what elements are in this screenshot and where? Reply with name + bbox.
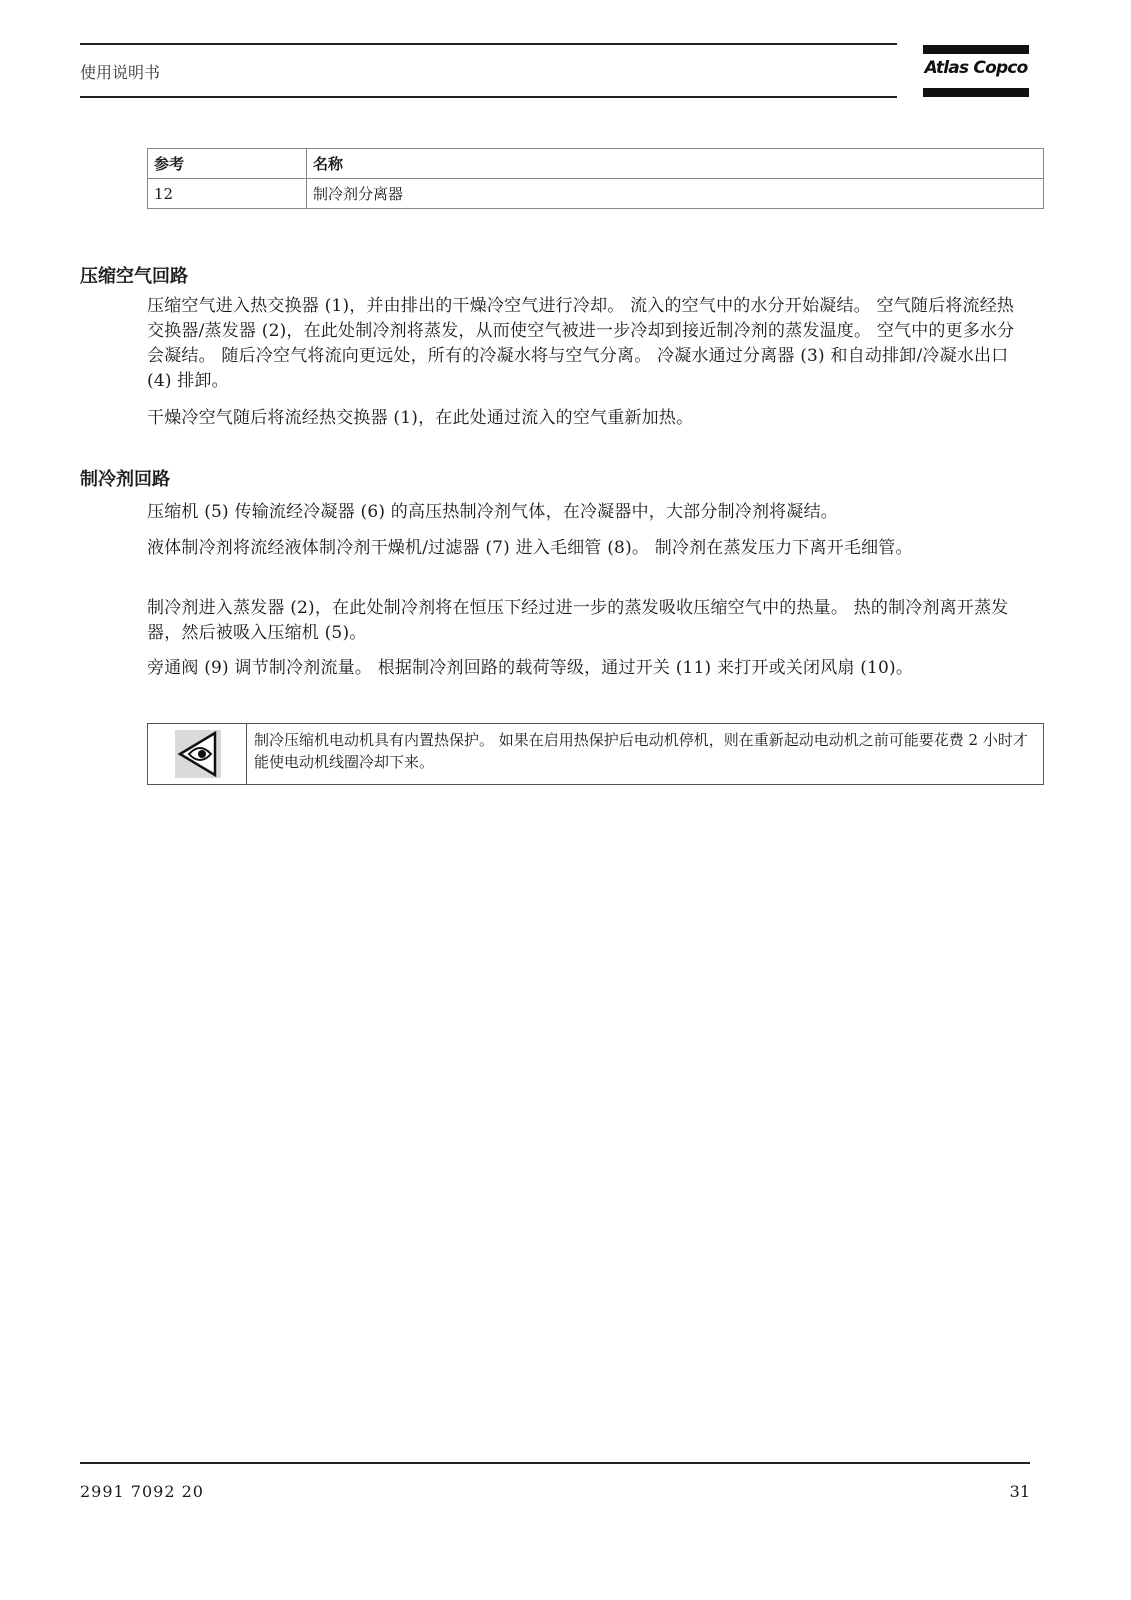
section-heading-compressed-air: 压缩空气回路 [80,266,188,287]
note-text: 制冷压缩机电动机具有内置热保护。 如果在启用热保护后电动机停机，则在重新起动电动机之前可能要花费 2 小时才能使电动机线圈冷却下来。 [254,731,1028,771]
reference-table [147,148,1044,209]
header-rule-bottom [80,96,897,98]
page-number: 31 [1009,1482,1030,1501]
paragraph: 压缩空气进入热交换器 (1)，并由排出的干燥冷空气进行冷却。 流入的空气中的水分开始凝结。 空气随后将流经热交换器/蒸发器 (2)，在此处制冷剂将蒸发，从而使空气被进一步冷却到接近制冷剂的蒸发温度。 空气中的更多水分会凝结。 随后冷空气将流向更远处，所有的冷凝水将与空气分离。 冷凝水通过分离器 (3) 和自动排卸/冷凝水出口 (4) 排卸。 [147,296,1015,391]
cell-name: 制冷剂分离器 [307,179,1044,209]
logo-bar-top [923,45,1029,54]
column-header-ref: 参考 [148,149,307,179]
note-icon-cell [148,724,247,784]
footer-rule [80,1462,1030,1464]
atlas-copco-logo [923,45,1029,97]
paragraph: 旁通阀 (9) 调节制冷剂流量。 根据制冷剂回路的载荷等级，通过开关 (11) 来打开或关闭风扇 (10)。 [147,658,914,678]
attention-eye-icon [175,730,221,778]
logo-bar-bottom [923,88,1029,97]
paragraph: 干燥冷空气随后将流经热交换器 (1)，在此处通过流入的空气重新加热。 [147,408,694,428]
header-rule-top [80,43,897,45]
table-row [148,179,1044,209]
paragraph: 制冷剂进入蒸发器 (2)，在此处制冷剂将在恒压下经过进一步的蒸发吸收压缩空气中的热量。 热的制冷剂离开蒸发器，然后被吸入压缩机 (5)。 [147,598,1009,643]
note-box [147,723,1044,785]
column-header-name: 名称 [307,149,1044,179]
document-number: 2991 7092 20 [80,1482,204,1501]
section-heading-refrigerant: 制冷剂回路 [80,469,170,490]
paragraph: 压缩机 (5) 传输流经冷凝器 (6) 的高压热制冷剂气体，在冷凝器中，大部分制冷剂将凝结。 [147,502,838,522]
manual-title: 使用说明书 [80,63,161,82]
paragraph: 液体制冷剂将流经液体制冷剂干燥机/过滤器 (7) 进入毛细管 (8)。 制冷剂在蒸发压力下离开毛细管。 [147,538,913,558]
table-header-row [148,149,1044,179]
cell-ref: 12 [148,179,307,209]
logo-wordmark: Atlas Copco [924,58,1028,78]
